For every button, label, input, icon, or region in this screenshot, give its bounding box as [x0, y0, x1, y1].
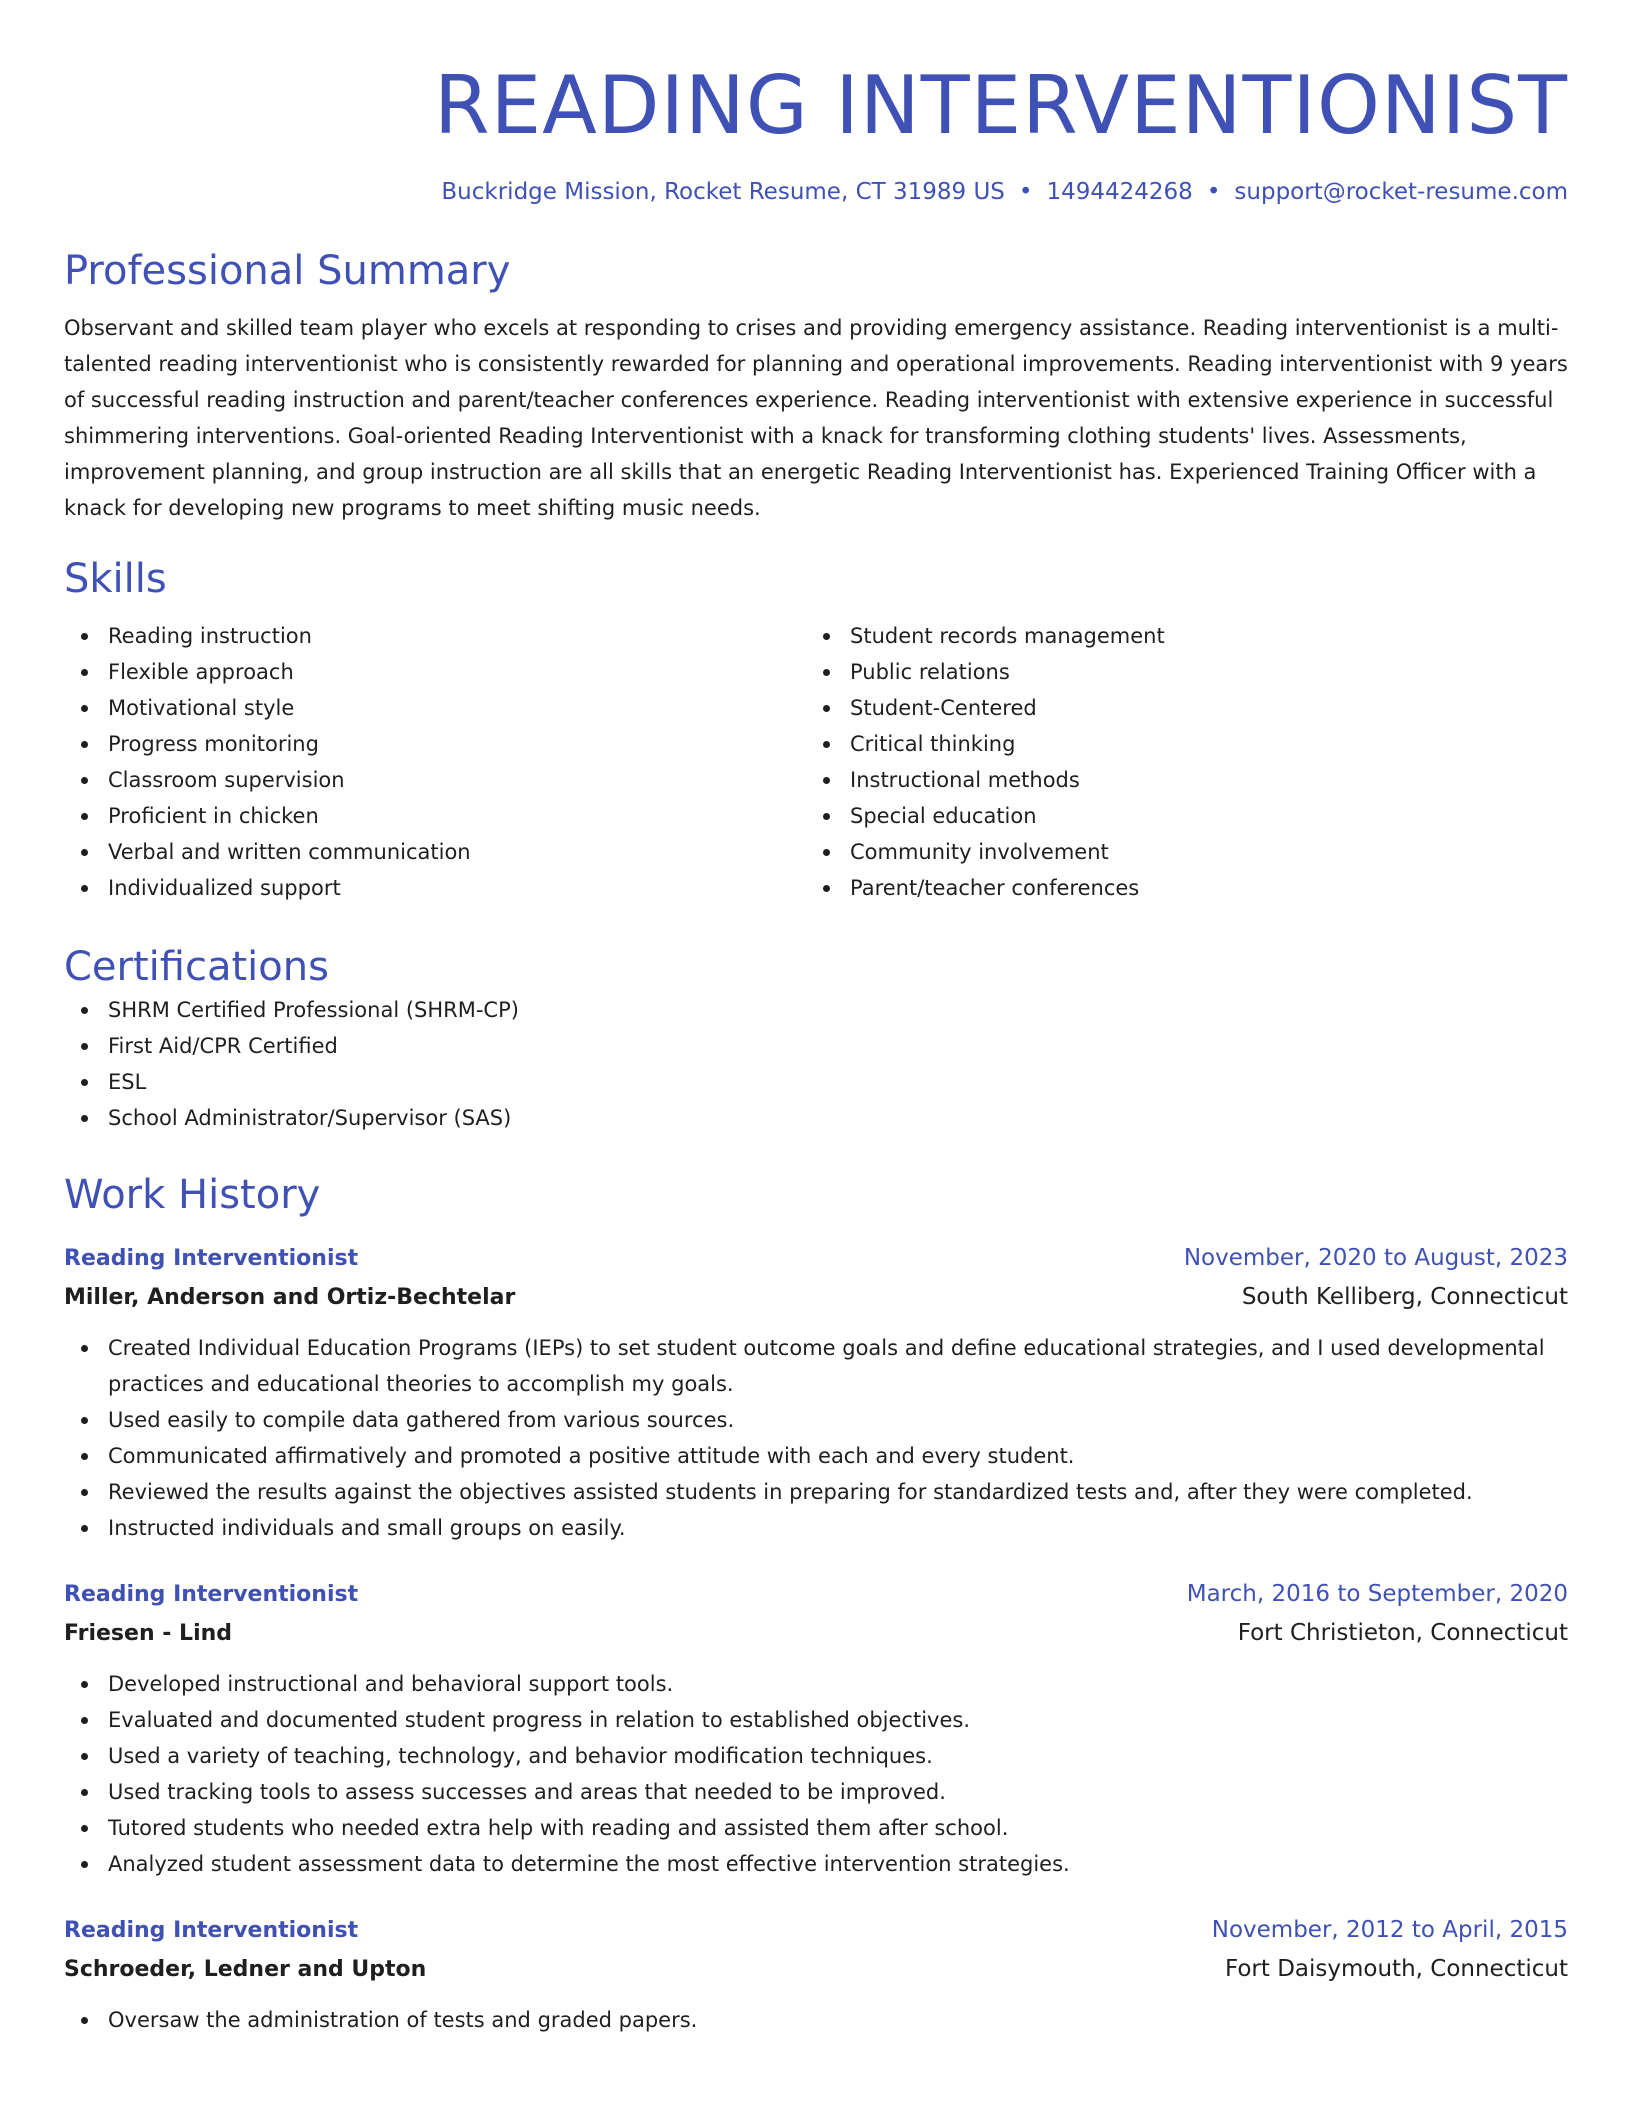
- certification-item: School Administrator/Supervisor (SAS): [64, 1100, 1568, 1136]
- job-company-row: [64, 1277, 1568, 1318]
- skill-item: Individualized support: [64, 870, 806, 906]
- contact-separator: •: [1206, 179, 1221, 205]
- resume-name: READING INTERVENTIONIST: [433, 59, 1568, 152]
- skills-column-left: [64, 618, 806, 906]
- skill-item: Progress monitoring: [64, 726, 806, 762]
- skill-item: Critical thinking: [806, 726, 1548, 762]
- skill-item: Student records management: [806, 618, 1548, 654]
- job-entry: [64, 1240, 1568, 1546]
- skill-item: Parent/teacher conferences: [806, 870, 1548, 906]
- contact-separator: •: [1018, 179, 1033, 205]
- job-bullet: Created Individual Education Programs (IEPs) to set student outcome goals and define educational strategies, and I used developmental practices and educational theories to accomplish my goals.: [64, 1330, 1568, 1402]
- job-dates: November, 2020 to August, 2023: [1183, 1245, 1568, 1271]
- job-title: Reading Interventionist: [64, 1246, 359, 1271]
- skill-item: Flexible approach: [64, 654, 806, 690]
- job-bullet: Used easily to compile data gathered from various sources.: [64, 1402, 1568, 1438]
- job-company-row: [64, 1613, 1568, 1654]
- job-company: Friesen - Lind: [64, 1621, 233, 1646]
- contact-address: Buckridge Mission, Rocket Resume, CT 31989 US: [441, 179, 1005, 205]
- skills-list-left: [64, 618, 806, 906]
- job-title: Reading Interventionist: [64, 1918, 359, 1943]
- skill-item: Reading instruction: [64, 618, 806, 654]
- skill-item: Community involvement: [806, 834, 1548, 870]
- skills-list-right: [806, 618, 1548, 906]
- job-dates: November, 2012 to April, 2015: [1211, 1917, 1568, 1943]
- job-bullet: Instructed individuals and small groups on easily.: [64, 1510, 1568, 1546]
- job-entry: [64, 1912, 1568, 2038]
- job-bullet: Communicated affirmatively and promoted a positive attitude with each and every student.: [64, 1438, 1568, 1474]
- job-company: Miller, Anderson and Ortiz-Bechtelar: [64, 1285, 516, 1310]
- job-company: Schroeder, Ledner and Upton: [64, 1957, 427, 1982]
- job-bullets: [64, 1330, 1568, 1546]
- job-location: South Kelliberg, Connecticut: [1241, 1284, 1568, 1310]
- job-header-row: [64, 1576, 1568, 1613]
- section-title-summary: Professional Summary: [64, 248, 511, 294]
- section-title-work-history: Work History: [64, 1172, 321, 1218]
- skills-column-right: [806, 618, 1548, 906]
- job-bullets: [64, 1666, 1568, 1882]
- job-entry: [64, 1576, 1568, 1882]
- certifications-list: [64, 992, 1568, 1136]
- contact-phone: 1494424268: [1046, 179, 1193, 205]
- skills-grid: [64, 618, 1568, 906]
- job-header-row: [64, 1912, 1568, 1949]
- skill-item: Classroom supervision: [64, 762, 806, 798]
- certification-item: ESL: [64, 1064, 1568, 1100]
- job-company-row: [64, 1949, 1568, 1990]
- certification-item: First Aid/CPR Certified: [64, 1028, 1568, 1064]
- job-bullet: Reviewed the results against the objectives assisted students in preparing for standardized tests and, after they were completed.: [64, 1474, 1568, 1510]
- job-bullet: Developed instructional and behavioral support tools.: [64, 1666, 1568, 1702]
- job-dates: March, 2016 to September, 2020: [1186, 1581, 1568, 1607]
- job-bullet: Oversaw the administration of tests and graded papers.: [64, 2002, 1568, 2038]
- section-title-skills: Skills: [64, 556, 167, 602]
- skill-item: Student-Centered: [806, 690, 1548, 726]
- summary-text: Observant and skilled team player who excels at responding to crises and providing emergency assistance. Reading interventionist is a multi-talented reading interventionist who is consistently rewarded for planning and operational improvements. Reading interventionist with 9 years of successful reading instruction and parent/teacher conferences experience. Reading interventionist with extensive experience in successful shimmering interventions. Goal-oriented Reading Interventionist with a knack for transforming clothing students' lives. Assessments, improvement planning, and group instruction are all skills that an energetic Reading Interventionist has. Experienced Training Officer with a knack for developing new programs to meet shifting music needs.: [64, 316, 1568, 520]
- skill-item: Instructional methods: [806, 762, 1548, 798]
- skill-item: Proficient in chicken: [64, 798, 806, 834]
- job-bullet: Used a variety of teaching, technology, and behavior modification techniques.: [64, 1738, 1568, 1774]
- job-location: Fort Daisymouth, Connecticut: [1224, 1956, 1568, 1982]
- contact-email[interactable]: support@rocket-resume.com: [1234, 179, 1568, 205]
- job-header-row: [64, 1240, 1568, 1277]
- contact-line: [64, 176, 1568, 208]
- skill-item: Public relations: [806, 654, 1548, 690]
- job-location: Fort Christieton, Connecticut: [1237, 1620, 1568, 1646]
- job-bullet: Evaluated and documented student progress in relation to established objectives.: [64, 1702, 1568, 1738]
- resume-page: [64, 0, 1568, 2038]
- section-title-certifications: Certifications: [64, 944, 329, 990]
- job-bullets: [64, 2002, 1568, 2038]
- skill-item: Motivational style: [64, 690, 806, 726]
- skill-item: Special education: [806, 798, 1548, 834]
- certification-item: SHRM Certified Professional (SHRM-CP): [64, 992, 1568, 1028]
- job-title: Reading Interventionist: [64, 1582, 359, 1607]
- job-bullet: Used tracking tools to assess successes and areas that needed to be improved.: [64, 1774, 1568, 1810]
- job-bullet: Analyzed student assessment data to determine the most effective intervention strategies.: [64, 1846, 1568, 1882]
- skill-item: Verbal and written communication: [64, 834, 806, 870]
- job-bullet: Tutored students who needed extra help with reading and assisted them after school.: [64, 1810, 1568, 1846]
